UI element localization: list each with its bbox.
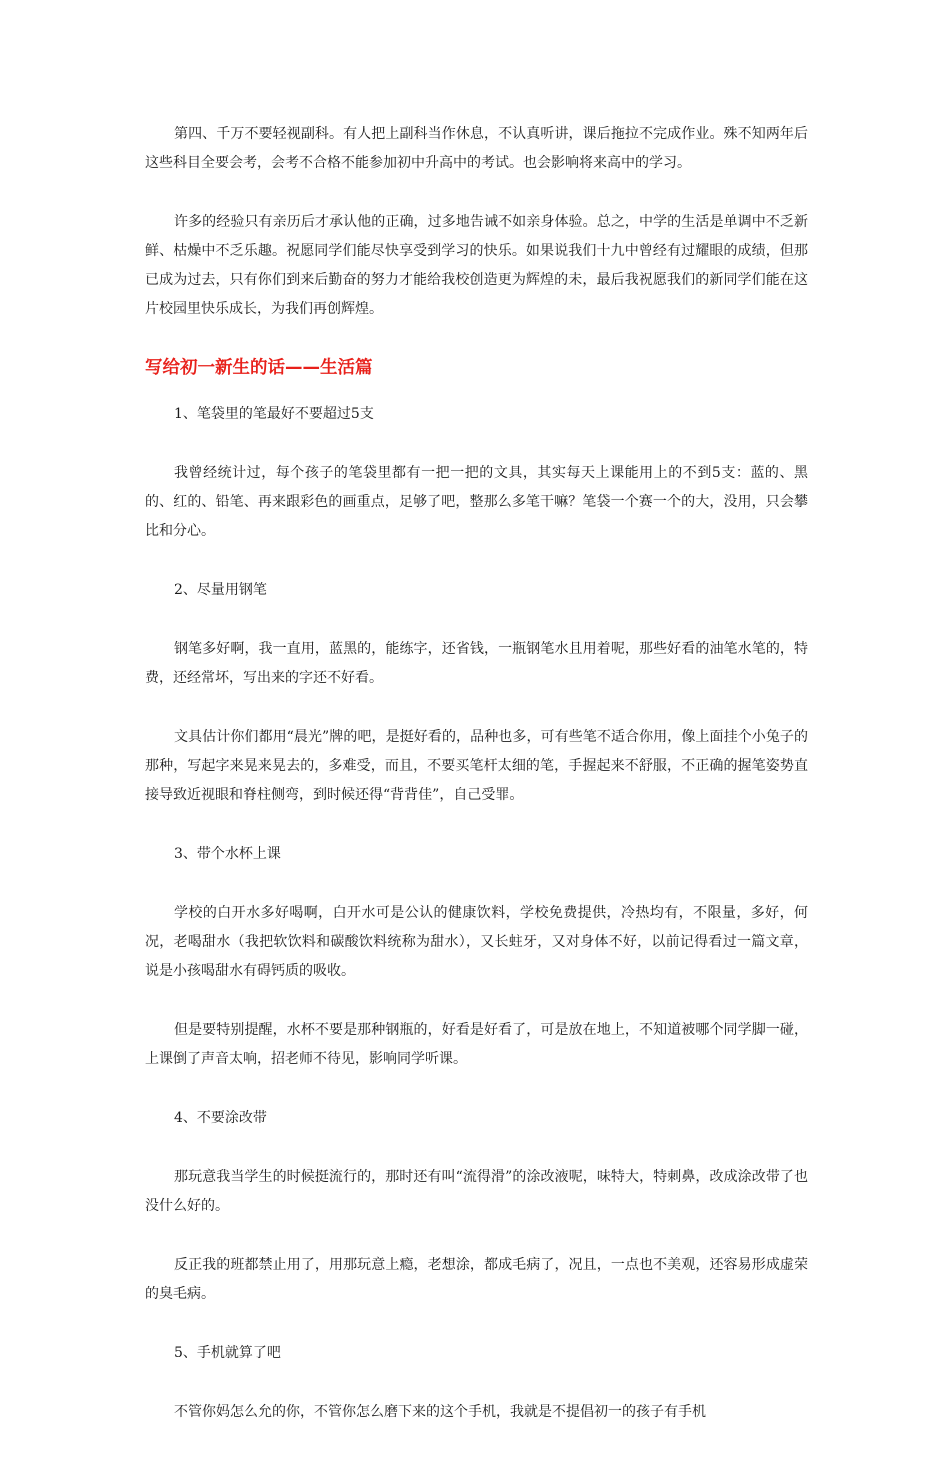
item-heading: 3、带个水杯上课 (174, 846, 281, 862)
document-page (145, 120, 808, 1457)
item-heading: 1、笔袋里的笔最好不要超过5支 (174, 406, 374, 422)
body-paragraph: 许多的经验只有亲历后才承认他的正确，过多地告诫不如亲身体验。总之，中学的生活是单调中不乏新鲜、枯燥中不乏乐趣。祝愿同学们能尽快享受到学习的快乐。如果说我们十九中曾经有过耀眼的成绩，但那已成为过去，只有你们到来后勤奋的努力才能给我校创造更为辉煌的未，最后我祝愿我们的新同学们能在这片校园里快乐成长，为我们再创辉煌。 (145, 214, 808, 317)
body-paragraph: 但是要特别提醒，水杯不要是那种钢瓶的，好看是好看了，可是放在地上，不知道被哪个同学脚一碰，上课倒了声音太响，招老师不待见，影响同学听课。 (145, 1022, 808, 1067)
item-heading: 5、手机就算了吧 (174, 1345, 281, 1361)
body-paragraph: 不管你妈怎么允的你，不管你怎么磨下来的这个手机，我就是不提倡初一的孩子有手机 (174, 1404, 706, 1420)
body-paragraph: 那玩意我当学生的时候挺流行的，那时还有叫“流得滑”的涂改液呢，味特大，特刺鼻，改成涂改带了也没什么好的。 (145, 1169, 808, 1214)
body-paragraph: 反正我的班都禁止用了，用那玩意上瘾，老想涂，都成毛病了，况且，一点也不美观，还容易形成虚荣的臭毛病。 (145, 1257, 808, 1302)
body-paragraph: 我曾经统计过，每个孩子的笔袋里都有一把一把的文具，其实每天上课能用上的不到5支：蓝的、黑的、红的、铅笔、再来跟彩色的画重点，足够了吧，整那么多笔干嘛？笔袋一个赛一个的大，没用，只会攀比和分心。 (145, 465, 808, 539)
body-paragraph: 学校的白开水多好喝啊，白开水可是公认的健康饮料，学校免费提供，冷热均有，不限量，多好，何况，老喝甜水（我把软饮料和碳酸饮料统称为甜水），又长蛀牙，又对身体不好，以前记得看过一篇文章，说是小孩喝甜水有碍钙质的吸收。 (145, 905, 808, 979)
body-paragraph: 文具估计你们都用“晨光”牌的吧，是挺好看的，品种也多，可有些笔不适合你用，像上面挂个小兔子的那种，写起字来晃来晃去的，多难受，而且，不要买笔杆太细的笔，手握起来不舒服，不正确的握笔姿势直接导致近视眼和脊柱侧弯，到时候还得“背背佳”，自己受罪。 (145, 729, 808, 803)
item-heading: 2、尽量用钢笔 (174, 582, 267, 598)
body-paragraph: 钢笔多好啊，我一直用，蓝黑的，能练字，还省钱，一瓶钢笔水且用着呢，那些好看的油笔水笔的，特费，还经常坏，写出来的字还不好看。 (145, 641, 808, 686)
section-title: 写给初一新生的话——生活篇 (145, 358, 373, 378)
body-paragraph: 第四、千万不要轻视副科。有人把上副科当作休息，不认真听讲，课后拖拉不完成作业。殊不知两年后这些科目全要会考，会考不合格不能参加初中升高中的考试。也会影响将来高中的学习。 (145, 126, 808, 171)
item-heading: 4、不要涂改带 (174, 1110, 267, 1126)
